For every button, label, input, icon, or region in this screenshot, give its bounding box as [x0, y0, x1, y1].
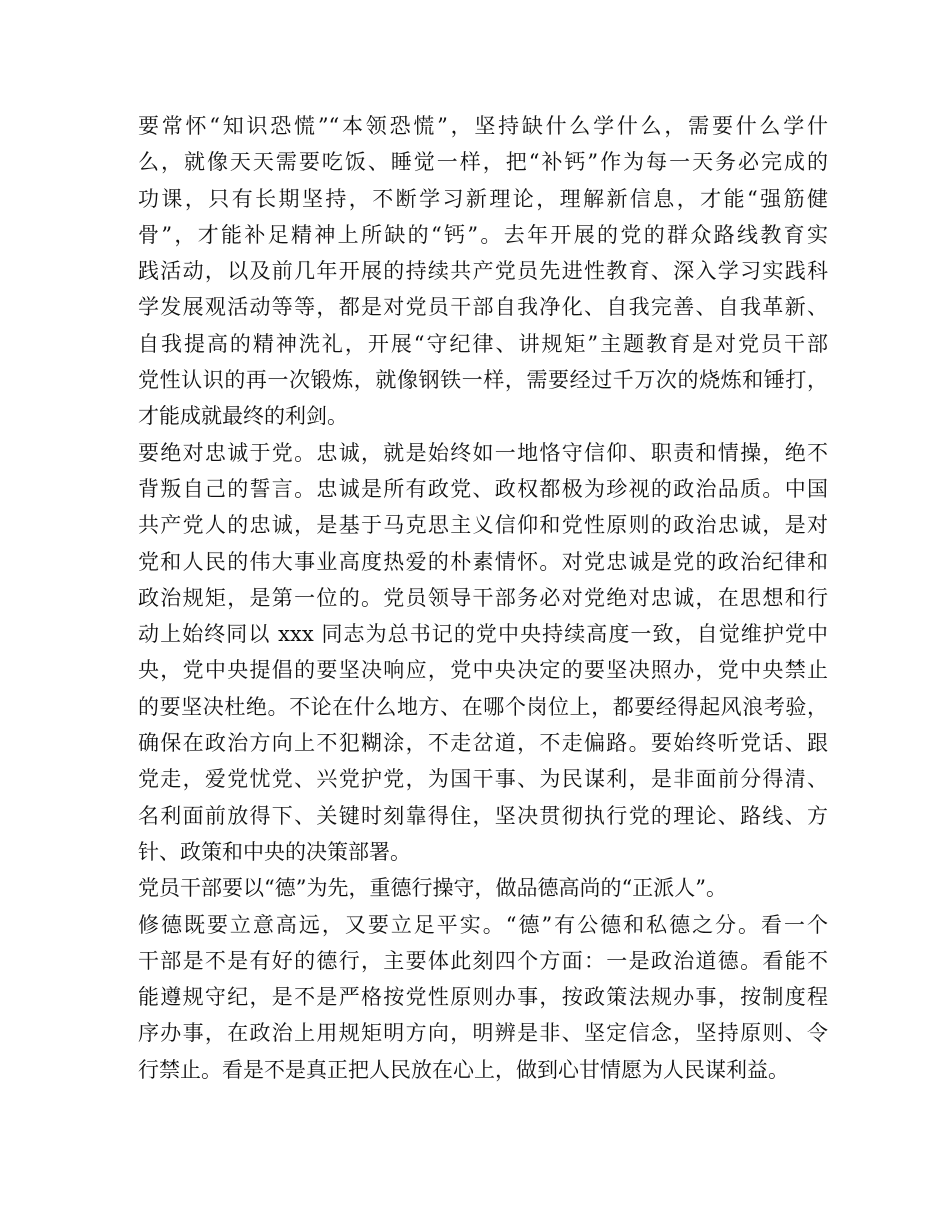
text-line: 功课，只有长期坚持，不断学习新理论，理解新信息，才能“强筋健 — [138, 186, 828, 211]
text-line: 么，就像天天需要吃饭、睡觉一样，把“补钙”作为每一天务必完成的 — [138, 150, 828, 175]
text-line: 名利面前放得下、关键时刻靠得住，坚决贯彻执行党的理论、路线、方 — [138, 803, 828, 828]
text-line: 共产党人的忠诚，是基于马克思主义信仰和党性原则的政治忠诚，是对 — [138, 513, 828, 538]
text-line: 行禁止。看是不是真正把人民放在心上，做到心甘情愿为人民谋利益。 — [138, 1057, 789, 1082]
text-line: 践活动，以及前几年开展的持续共产党员先进性教育、深入学习实践科 — [138, 259, 828, 284]
text-line: 政治规矩，是第一位的。党员领导干部务必对党绝对忠诚，在思想和行 — [138, 585, 828, 610]
text-line: 自我提高的精神洗礼，开展“守纪律、讲规矩”主题教育是对党员干部 — [138, 331, 828, 356]
text-line: 党性认识的再一次锻炼，就像钢铁一样，需要经过千万次的烧炼和锤打， — [138, 368, 828, 393]
text-line: 骨”，才能补足精神上所缺的“钙”。去年开展的党的群众路线教育实 — [138, 222, 828, 247]
text-line: 确保在政治方向上不犯糊涂，不走岔道，不走偏路。要始终听党话、跟 — [138, 731, 828, 756]
text-line: 才能成就最终的利剑。 — [138, 404, 348, 429]
text-line: 学发展观活动等等，都是对党员干部自我净化、自我完善、自我革新、 — [138, 295, 828, 320]
text-line: 要常怀“知识恐慌”“本领恐慌”，坚持缺什么学什么，需要什么学什 — [138, 114, 828, 138]
document-body — [138, 108, 828, 1088]
text-line: 能遵规守纪，是不是严格按党性原则办事，按政策法规办事，按制度程 — [138, 985, 828, 1010]
text-line: 序办事，在政治上用规矩明方向，明辨是非、坚定信念，坚持原则、令 — [138, 1021, 828, 1046]
text-line: 动上始终同以 xxx 同志为总书记的党中央持续高度一致，自觉维护党中 — [138, 622, 828, 647]
text-line: 央，党中央提倡的要坚决响应，党中央决定的要坚决照办，党中央禁止 — [138, 658, 828, 683]
text-line: 干部是不是有好的德行，主要体此刻四个方面：一是政治道德。看能不 — [138, 948, 828, 973]
text-line: 党和人民的伟大事业高度热爱的朴素情怀。对党忠诚是党的政治纪律和 — [138, 549, 828, 574]
text-line: 修德既要立意高远，又要立足平实。“德”有公德和私德之分。看一个 — [138, 912, 828, 937]
text-line: 党走，爱党忧党、兴党护党，为国干事、为民谋利，是非面前分得清、 — [138, 767, 828, 792]
text-line: 要绝对忠诚于党。忠诚，就是始终如一地恪守信仰、职责和情操，绝不 — [138, 440, 828, 465]
text-line: 的要坚决杜绝。不论在什么地方、在哪个岗位上，都要经得起风浪考验， — [138, 694, 828, 719]
text-line: 背叛自己的誓言。忠诚是所有政党、政权都极为珍视的政治品质。中国 — [138, 476, 828, 501]
text-line: 党员干部要以“德”为先，重德行操守，做品德高尚的“正派人”。 — [138, 876, 727, 901]
text-line: 针、政策和中央的决策部署。 — [138, 839, 411, 864]
